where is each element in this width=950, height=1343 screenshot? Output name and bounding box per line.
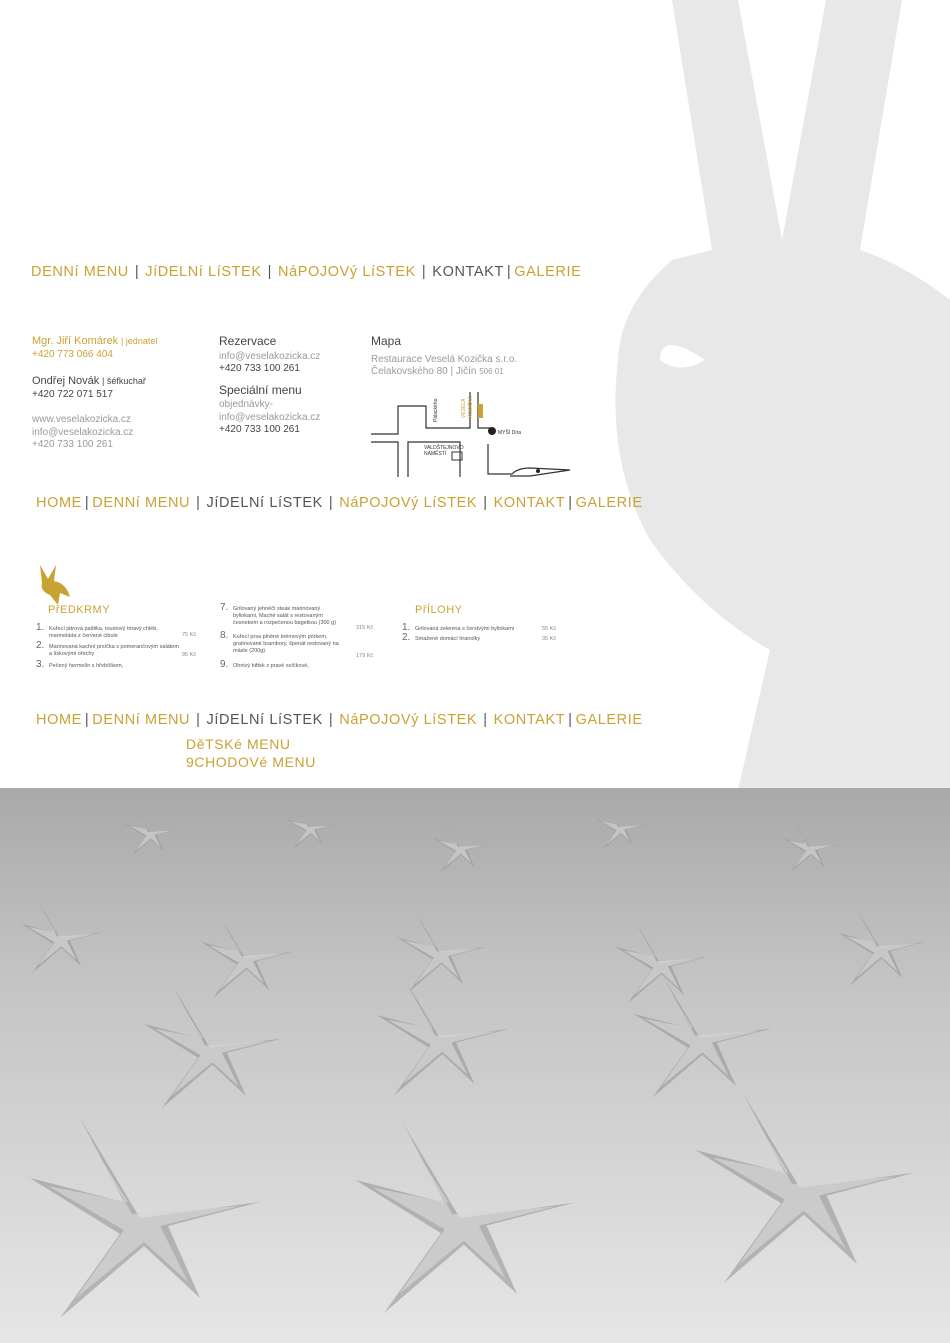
nav-denni-menu[interactable]: DENNí MENU <box>31 264 129 280</box>
company-name: Restaurace Veselá Kozička s.r.o. <box>371 353 518 365</box>
nav-separator: | <box>196 495 201 511</box>
map-heading: Mapa <box>371 334 402 348</box>
nav-separator: | <box>84 712 90 728</box>
nav-separator: | <box>568 712 573 728</box>
map-square-label-2: NÁMĚSTÍ <box>424 451 447 457</box>
nav-separator: | <box>328 712 334 728</box>
nav-denni-menu[interactable]: DENNí MENU <box>92 712 191 728</box>
nav-napojovy-listek[interactable]: NáPOJOVý LíSTEK <box>339 495 478 511</box>
nav-jidelni-listek[interactable]: JíDELNí LíSTEK <box>206 712 323 728</box>
map-restaurant-label-2: KOZIČKA <box>468 396 474 418</box>
map-poi-label: MYŠÍ Díra <box>498 430 522 436</box>
special-phone: +420 733 100 261 <box>219 424 300 435</box>
reservation-email[interactable]: info@veselakozicka.cz <box>219 350 321 362</box>
starters-title: PřEDKRMY <box>48 604 111 616</box>
special-email-line1[interactable]: objednávky- <box>219 399 273 410</box>
nav-jidelni-listek[interactable]: JíDELNí LíSTEK <box>145 264 262 280</box>
nav-galerie[interactable]: GALERIE <box>575 495 643 511</box>
reservation-heading: Rezervace <box>219 334 277 348</box>
nav-galerie[interactable]: GALERIE <box>575 712 643 728</box>
nav-separator: | <box>421 264 427 280</box>
submenu <box>186 735 316 771</box>
address-zip: 506 01 <box>479 367 504 376</box>
main-navigation <box>31 264 581 280</box>
nav-separator: | <box>328 495 334 511</box>
contact-people-column <box>32 335 157 452</box>
location-map[interactable] <box>370 392 575 482</box>
person2-phone: +420 722 071 517 <box>32 388 113 400</box>
contact-map-column <box>371 335 517 379</box>
special-menu-heading: Speciální menu <box>219 382 302 397</box>
map-restaurant-label-1: VESELÁ <box>461 398 467 418</box>
nav-separator: | <box>568 495 573 511</box>
general-phone: +420 733 100 261 <box>32 439 113 450</box>
person1-role: | jednatel <box>120 336 158 346</box>
menu-preview: PřEDKRMY PřÍLOHY 1. Kuřecí játrová paštika, toustový tmavý chléb, marmeláda z červené cibule 75 Kč 2. Marinovaná kachní prsíčka s pomerančovým salátem a lískovými ořechy 95 Kč 3. Pečený hermelín s hřebíčkem, 7. Grilovaný jehněčí steak marinovaný bylinkami, Maché salát s restovaným česnekem a rozpečenou bagetkou (300 g) 315 Kč 8. Kuřecí prsa plněné krémovým pórkem, gratinované brambory, špenát restovaný na másle (200g) 179 Kč 9. Ohnivý biftek z pravé svíčkové, 1. Grilovaná zelenina s čerstvými bylinkami 55 Kč 2. Smažené domácí hranolky 35 Kč <box>36 602 557 670</box>
sides-title: PřÍLOHY <box>415 604 463 616</box>
nav-separator: | <box>196 712 201 728</box>
nav-separator: | <box>506 264 512 280</box>
person1-name: Mgr. Jiří Komárek <box>32 335 119 347</box>
nav-kontakt[interactable]: KONTAKT <box>493 495 566 511</box>
email-link[interactable]: info@veselakozicka.cz <box>32 426 134 438</box>
website-link[interactable]: www.veselakozicka.cz <box>32 414 131 425</box>
nav-separator: | <box>134 264 140 280</box>
nav-jidelni-listek[interactable]: JíDELNí LíSTEK <box>206 495 323 511</box>
address-street: Čelakovského 80 | <box>371 366 454 377</box>
nav-napojovy-listek[interactable]: NáPOJOVý LíSTEK <box>339 712 478 728</box>
submenu-9chodove-menu[interactable]: 9CHODOVé MENU <box>186 754 316 770</box>
map-square-label-1: VALDŠTEJNOVO <box>424 445 464 451</box>
nav-kontakt[interactable]: KONTAKT <box>432 264 504 280</box>
nav-separator: | <box>267 264 272 280</box>
person1-phone: +420 773 066 404 <box>32 348 113 360</box>
special-email-line2[interactable]: info@veselakozicka.cz <box>219 411 321 423</box>
nav-galerie[interactable]: GALERIE <box>514 264 582 280</box>
submenu-detske-menu[interactable]: DěTSKé MENU <box>186 736 291 752</box>
nav-denni-menu[interactable]: DENNí MENU <box>92 495 191 511</box>
nav-home[interactable]: HOME <box>36 495 82 511</box>
nav-kontakt[interactable]: KONTAKT <box>493 712 566 728</box>
address-city: Jičín <box>455 366 477 377</box>
nav-home[interactable]: HOME <box>36 712 82 728</box>
nav-napojovy-listek[interactable]: NáPOJOVý LíSTEK <box>277 264 416 280</box>
reservation-phone: +420 733 100 261 <box>219 363 300 374</box>
contact-reservation-column <box>219 335 320 437</box>
person2-role: | šéfkuchař <box>102 376 146 386</box>
nav-separator: | <box>483 495 488 511</box>
menu-dropdown-navigation <box>36 712 643 728</box>
snow-footprints-photo <box>0 788 950 1343</box>
poi-marker-icon <box>488 427 496 435</box>
menu-page-navigation <box>36 495 643 511</box>
map-street-label: Pálackého <box>433 398 439 422</box>
nav-separator: | <box>483 712 488 728</box>
nav-separator: | <box>84 495 90 511</box>
person2-name: Ondřej Novák <box>32 375 100 387</box>
